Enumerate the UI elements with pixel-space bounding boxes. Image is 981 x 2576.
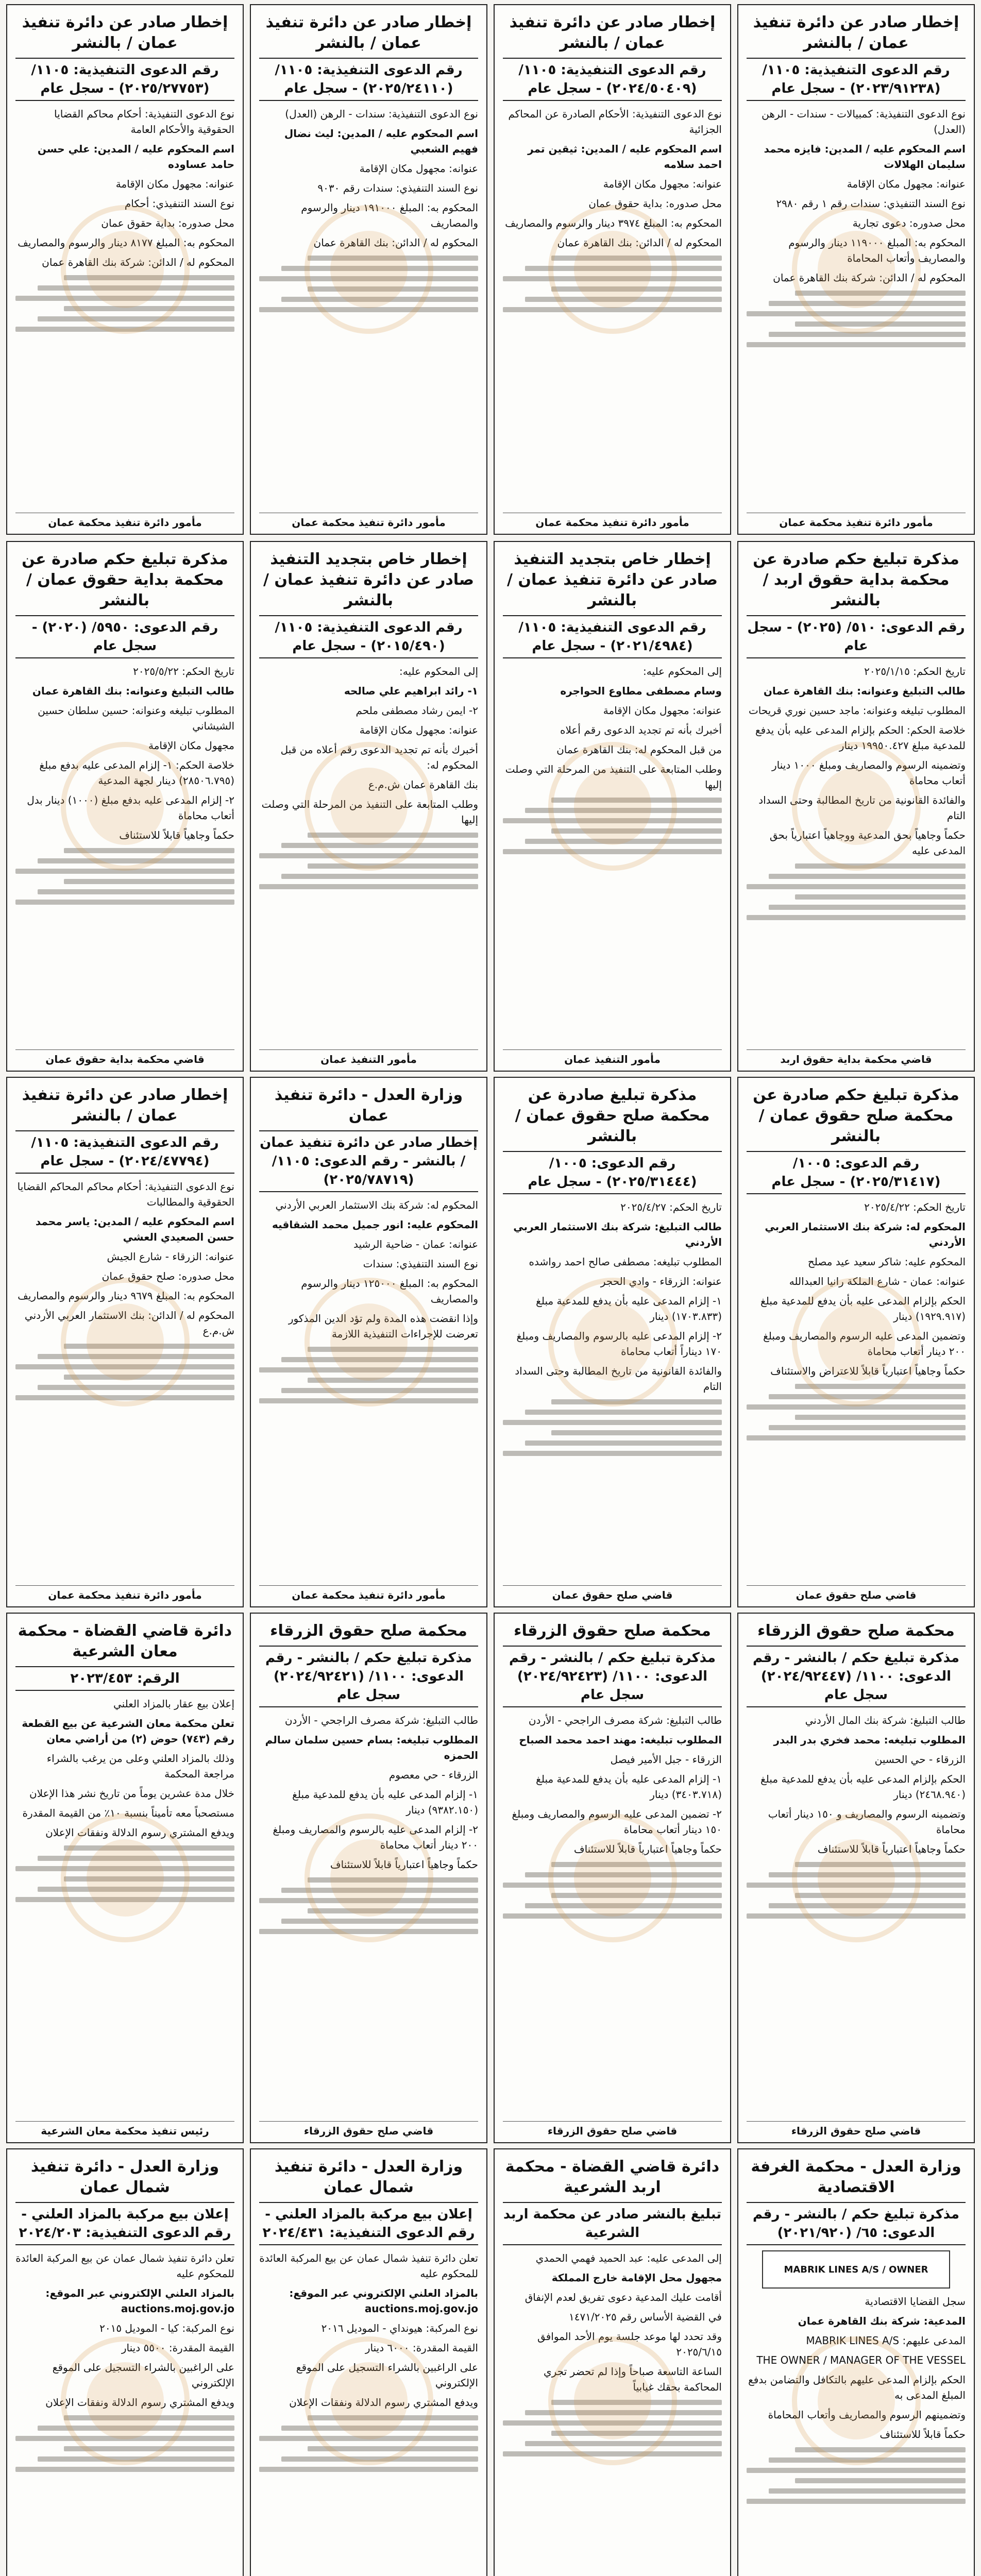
notice-text-line: عنوانه: مجهول مكان الإقامة — [115, 178, 234, 190]
body-text-placeholder — [503, 1399, 722, 1456]
legal-notice-card — [737, 1077, 975, 1607]
notice-text-line: حكماً قابلاً للاستئناف — [879, 2428, 966, 2441]
notice-heading: وزارة العدل - دائرة تنفيذ شمال عمان — [274, 2158, 463, 2196]
notice-text-line: على الراغبين بالشراء التسجيل على الموقع الإلكتروني — [296, 2361, 478, 2389]
notice-text-line: المدعى عليهم: MABRIK LINES A/S — [806, 2334, 966, 2347]
notice-text-line: عنوانه: مجهول مكان الإقامة — [359, 724, 478, 736]
notice-text-line: المطلوب تبليغه وعنوانه: حسين سلطان حسين الشيشاني — [38, 704, 234, 732]
notice-signature: قاضي صلح حقوق عمان — [747, 1585, 966, 1601]
notice-text-line: ويدفع المشتري رسوم الدلالة ونفقات الإعلان — [289, 2396, 478, 2409]
case-number: إخطار صادر عن دائرة تنفيذ عمان / بالنشر - رقم الدعوى: ١١٠٥/ (٢٠٢٥/٧٨٧١٩) — [259, 1130, 478, 1192]
notice-text-line: المحكوم به: المبلغ ١٩١٠٠٠ دينار والرسوم والمصاريف — [301, 201, 478, 229]
notice-text-line: أقامت عليك المدعية دعوى تفريق لعدم الإنفاق — [525, 2291, 722, 2303]
notice-text-line: بالمزاد العلني الإلكتروني عبر الموقع: auctions.moj.gov.jo — [289, 2287, 478, 2315]
legal-notice-card — [737, 541, 975, 1072]
case-number: رقم الدعوى: ١٠٠٥/ (٢٠٢٥/٣١٤٤٤) - سجل عام — [503, 1151, 722, 1194]
notice-text-line: نوع السند التنفيذي: سندات — [363, 1258, 478, 1270]
notice-heading: محكمة صلح حقوق الزرقاء — [514, 1622, 711, 1640]
legal-notice-card — [250, 1077, 487, 1607]
notice-signature: مأمور دائرة تنفيذ محكمة عمان — [747, 513, 966, 529]
notice-text-line: تعلن محكمة معان الشرعية عن بيع القطعة رقم (٧٤٣) حوض (٢) من أراضي معان — [22, 1717, 234, 1745]
body-text-placeholder — [747, 2447, 966, 2504]
notice-text-line: خلاصة الحكم: ١- إلزام المدعى عليه بدفع مبلغ (٢٨٥٠٦.٧٩٥) دينار لجهة المدعية — [39, 759, 234, 787]
notice-row — [6, 1077, 975, 1607]
notice-text-line: بالمزاد العلني الإلكتروني عبر الموقع: auctions.moj.gov.jo — [45, 2287, 234, 2315]
notice-text-line: الحكم بإلزام المدعى عليهم بالتكافل والتضامن بدفع المبلغ المدعى به — [748, 2374, 966, 2401]
notice-text-line: حكماً وجاهياً اعتبارياً قابلاً للاستئناف — [817, 1843, 966, 1855]
body-text-placeholder — [259, 256, 478, 312]
notice-row — [6, 4, 975, 535]
notice-text-line: المحكوم به: المبلغ ٣٩٧٤ دينار والرسوم والمصاريف — [505, 217, 722, 229]
notice-text-line: نوع الدعوى التنفيذية: أحكام محاكم القضايا الحقوقية والأحكام العامة — [54, 108, 234, 135]
notice-row — [6, 1613, 975, 2143]
notice-text-line: من قبل المحكوم له: بنك القاهرة عمان — [556, 743, 722, 756]
notice-text-line: ١- إلزام المدعى عليه بأن يدفع للمدعية مبلغ (٣٤٠٣.٧١٨) دينار — [536, 1773, 722, 1801]
notice-signature: مأمور دائرة تنفيذ محكمة عمان — [15, 1585, 234, 1601]
case-number: رقم الدعوى: ٥٩٥٠/ (٢٠٢٠) - سجل عام — [15, 615, 234, 658]
notice-text-line: اسم المحكوم عليه / المدين: علي حسن حامد عساوده — [37, 143, 234, 171]
notice-text-line: عنوانه: مجهول مكان الإقامة — [359, 162, 478, 175]
notice-text-line: تعلن دائرة تنفيذ شمال عمان عن بيع المركبة العائدة للمحكوم عليه — [15, 2252, 234, 2280]
notice-text-line: المحكوم به: المبلغ ٩٦٧٩ دينار والرسوم والمصاريف — [18, 1290, 234, 1302]
case-number: رقم الدعوى التنفيذية: ١١٠٥/ (٢٠٢٥/٢٤١١٠) - سجل عام — [259, 58, 478, 101]
body-text-placeholder — [259, 1347, 478, 1403]
notice-row — [6, 541, 975, 1072]
legal-notice-card — [494, 1613, 731, 2143]
notice-text-line: وإذا انقضت هذه المدة ولم تؤد الدين المذكور تعرضت للإجراءات التنفيذية اللازمة — [288, 1312, 478, 1340]
notice-text-line: وقد تحدد لها موعد جلسة يوم الأحد الموافق ٢٠٢٥/٦/١٥ — [537, 2330, 722, 2358]
notice-heading: دائرة قاضي القضاة - محكمة معان الشرعية — [18, 1622, 232, 1660]
notice-text-line: المحكوم له / الدائن: شركة بنك القاهرة عمان — [773, 272, 966, 284]
notice-heading: إخطار صادر عن دائرة تنفيذ عمان / بالنشر — [509, 13, 716, 52]
notice-text-line: المحكوم له / الدائن: بنك القاهرة عمان — [313, 236, 478, 249]
case-number: رقم الدعوى: ١٠٠٥/ (٢٠٢٥/٣١٤١٧) - سجل عام — [747, 1151, 966, 1194]
body-text-placeholder — [747, 863, 966, 920]
company-logo: MABRIK LINES A/S / OWNER — [762, 2250, 950, 2289]
notice-text-line: أخبرك بأنه تم تجديد الدعوى رقم أعلاه من قبل المحكوم له: — [280, 743, 478, 771]
notice-text-line: نوع السند التنفيذي: سندات رقم ١ رقم ٢٩٨٠ — [776, 197, 966, 210]
notice-heading: وزارة العدل - محكمة الغرفة الاقتصادية — [751, 2158, 961, 2196]
notice-heading: إخطار صادر عن دائرة تنفيذ عمان / بالنشر — [22, 13, 228, 52]
body-text-placeholder — [259, 833, 478, 889]
case-number: رقم الدعوى التنفيذية: ١١٠٥/ (٢٠١٥/٤٩٠) - سجل عام — [259, 615, 478, 658]
notice-text-line: تعلن دائرة تنفيذ شمال عمان عن بيع المركبة العائدة للمحكوم عليه — [259, 2252, 478, 2280]
legal-notice-card — [250, 541, 487, 1072]
notice-heading: محكمة صلح حقوق الزرقاء — [270, 1622, 467, 1640]
notice-text-line: أخبرك بأنه تم تجديد الدعوى رقم أعلاه — [560, 724, 722, 736]
case-number: إعلان بيع مركبة بالمزاد العلني - رقم الدعوى التنفيذية: ٢٠٢٤/٤٣١ — [259, 2202, 478, 2245]
notice-text-line: إلى المحكوم عليه: — [643, 665, 722, 677]
notice-text-line: وسام مصطفى مطاوع الحواجره — [560, 685, 722, 697]
notice-text-line: المحكوم له: شركة بنك الاستثمار العربي الأردني — [765, 1221, 966, 1248]
notice-text-line: طالب التبليغ: شركة مصرف الراجحي - الأردن — [284, 1714, 478, 1726]
notice-text-line: عنوانه: عمان - شارع الملكة رانيا العبدالله — [789, 1275, 966, 1287]
notice-text-line: ٢- إلزام المدعى عليه بالرسوم والمصاريف ومبلغ ٢٠٠ دينار أتعاب محاماة — [273, 1823, 478, 1851]
notice-signature: مأمور التنفيذ عمان — [259, 1049, 478, 1065]
notice-text-line: اسم المحكوم عليه / المدين: ثيقين تمر احمد سلامه — [528, 143, 722, 171]
legal-notice-card — [494, 541, 731, 1072]
notice-text-line: تاريخ الحكم: ٢٠٢٥/١/١٥ — [864, 665, 966, 677]
notice-text-line: المحكوم له: شركة بنك الاستثمار العربي الأردني — [275, 1199, 478, 1211]
notice-text-line: حكماً وجاهياً اعتبارياً قابلاً للاستئناف — [330, 1858, 478, 1871]
case-number: رقم الدعوى التنفيذية: ١١٠٥/ (٢٠٢٤/٤٧٧٩٤) - سجل عام — [15, 1130, 234, 1174]
case-number: تبليغ بالنشر صادر عن محكمة اربد الشرعية — [503, 2202, 722, 2245]
notice-text-line: المطلوب تبليغه وعنوانه: ماجد حسين نوري قريحات — [748, 704, 966, 717]
notice-heading: إخطار خاص بتجديد التنفيذ صادر عن دائرة تنفيذ عمان / بالنشر — [263, 550, 475, 609]
notice-text-line: وتضمينهم الرسوم والمصاريف وأتعاب المحاماة — [768, 2409, 966, 2421]
notice-text-line: ٢- ايمن رشاد مصطفى ملحم — [356, 704, 478, 717]
notice-text-line: اسم المحكوم عليه / المدين: فايزه محمد سليمان الهلالات — [764, 143, 966, 171]
case-number: رقم الدعوى: ٥١٠/ (٢٠٢٥) - سجل عام — [747, 615, 966, 658]
notice-heading: إخطار خاص بتجديد التنفيذ صادر عن دائرة تنفيذ عمان / بالنشر — [506, 550, 718, 609]
notice-heading: إخطار صادر عن دائرة تنفيذ عمان / بالنشر — [22, 1086, 228, 1125]
notice-text-line: محل صدوره: صلح حقوق عمان — [102, 1270, 234, 1282]
notice-text-line: ١- إلزام المدعى عليه بأن يدفع للمدعية مبلغ (٩٣٨٢.١٥٠) دينار — [292, 1788, 478, 1816]
notice-row — [6, 2148, 975, 2576]
case-number: رقم الدعوى التنفيذية: ١١٠٥/ (٢٠٢٣/٩١٢٣٨) - سجل عام — [747, 58, 966, 101]
notice-signature: مأمور دائرة تنفيذ محكمة عمان — [15, 513, 234, 529]
notice-text-line: ويدفع المشتري رسوم الدلالة ونفقات الإعلان — [45, 1826, 234, 1839]
notice-signature: قاضي صلح حقوق الزرقاء — [259, 2121, 478, 2137]
body-text-placeholder — [15, 2415, 234, 2472]
legal-notice-card — [6, 4, 244, 535]
notice-heading: مذكرة تبليغ حكم صادرة عن محكمة بداية حقوق عمان / بالنشر — [22, 550, 228, 609]
notice-text-line: والفائدة القانونية من تاريخ المطالبة وحتى السداد التام — [515, 1365, 722, 1393]
notice-signature: قاضي صلح حقوق الزرقاء — [503, 2121, 722, 2137]
notice-signature: مأمور دائرة تنفيذ محكمة عمان — [259, 513, 478, 529]
legal-notice-card — [494, 4, 731, 535]
notice-text-line: خلاصة الحكم: الحكم بإلزام المدعى عليه بأن يدفع للمدعية مبلغ ١٩٩٥٠.٤٢٧ دينار — [755, 724, 966, 752]
notice-text-line: مجهول مكان الإقامة — [148, 739, 234, 752]
notice-text-line: نوع السند التنفيذي: أحكام — [124, 197, 234, 210]
notice-text-line: الزرقاء - حي معصوم — [388, 1769, 478, 1781]
notice-text-line: إلى المدعى عليه: عبد الحميد فهمي الحمدي — [535, 2252, 722, 2264]
notice-text-line: المطلوب تبليغه: مهند احمد محمد الصباح — [519, 1734, 722, 1746]
notice-heading: محكمة صلح حقوق الزرقاء — [757, 1622, 955, 1640]
legal-notice-card — [250, 1613, 487, 2143]
notice-signature: قاضي محكمة بداية حقوق عمان — [15, 1049, 234, 1065]
legal-notice-card — [6, 1613, 244, 2143]
notice-text-line: ١- إلزام المدعى عليه بأن يدفع للمدعية مبلغ (١٧٠٣.٨٣٣) دينار — [536, 1295, 722, 1323]
legal-notice-card — [737, 1613, 975, 2143]
case-number: رقم الدعوى التنفيذية: ١١٠٥/ (٢٠٢٤/٥٠٤٠٩) - سجل عام — [503, 58, 722, 101]
notice-text-line: طالب التبليغ وعنوانه: بنك القاهرة عمان — [763, 685, 966, 697]
notice-text-line: تاريخ الحكم: ٢٠٢٥/٤/٢٢ — [864, 1201, 966, 1213]
notice-text-line: طالب التبليغ: شركة بنك الاستثمار العربي الأردني — [513, 1221, 722, 1248]
notice-text-line: المحكوم له / الدائن: بنك الاستثمار العربي الأردني ش.م.ع — [24, 1309, 234, 1337]
notice-text-line: THE OWNER / MANAGER OF THE VESSEL — [756, 2354, 966, 2366]
notice-text-line: خلال مدة عشرين يوماً من تاريخ نشر هذا الإعلان — [29, 1787, 234, 1800]
notice-text-line: والفائدة القانونية من تاريخ المطالبة وحتى السداد التام — [758, 794, 966, 822]
notice-signature: رئيس تنفيذ محكمة معان الشرعية — [15, 2121, 234, 2137]
notice-text-line: ٢- إلزام المدعى عليه بالرسوم والمصاريف ومبلغ ١٧٠ ديناراً أتعاب محاماة — [516, 1330, 722, 1358]
notice-text-line: في القضية الأساس رقم ١٤٧١/٢٠٢٥ — [569, 2311, 722, 2323]
notice-text-line: وتضمينه الرسوم والمصاريف و ١٥٠ دينار أتعاب محاماة — [768, 1808, 966, 1836]
notice-text-line: ويدفع المشتري رسوم الدلالة ونفقات الإعلان — [45, 2396, 234, 2409]
case-number: الرقم: ٢٠٢٣/٤٥٣ — [15, 1666, 234, 1691]
notice-text-line: سجل القضايا الاقتصادية — [865, 2295, 966, 2308]
notice-signature: قاضي صلح حقوق عمان — [503, 1585, 722, 1601]
notice-text-line: المطلوب تبليغه: محمد فخري بدر البدر — [773, 1734, 966, 1746]
notice-text-line: حكماً وجاهياً اعتبارياً قابلاً للاستئناف — [573, 1843, 722, 1855]
notice-text-line: نوع الدعوى التنفيذية: الأحكام الصادرة عن المحاكم الجزائية — [508, 108, 722, 135]
case-number: رقم الدعوى التنفيذية: ١١٠٥/ (٢٠٢٥/٢٧٧٥٣) - سجل عام — [15, 58, 234, 101]
notice-text-line: نوع الدعوى التنفيذية: سندات - الرهن (العدل) — [285, 108, 478, 120]
notice-text-line: بنك القاهرة عمان ش.م.ع — [368, 778, 478, 791]
notice-signature: مأمور دائرة تنفيذ محكمة عمان — [259, 1585, 478, 1601]
notice-text-line: المدعية: شركة بنك القاهرة عمان — [798, 2315, 966, 2327]
notice-text-line: القيمة المقدرة: ٦٠٠٠ دينار — [365, 2342, 478, 2354]
notice-heading: مذكرة تبليغ حكم صادرة عن محكمة بداية حقوق اربد / بالنشر — [753, 550, 959, 609]
legal-notice-card — [737, 2148, 975, 2576]
notice-signature: مأمور التنفيذ عمان — [503, 1049, 722, 1065]
legal-notice-card — [494, 2148, 731, 2576]
notice-text-line: طالب التبليغ: شركة بنك المال الأردني — [805, 1714, 966, 1726]
notice-text-line: الزرقاء - حي الحسين — [874, 1753, 966, 1766]
notice-text-line: حكماً وجاهياً قابلاً للاستئناف — [119, 829, 234, 841]
case-number: إعلان بيع مركبة بالمزاد العلني - رقم الدعوى التنفيذية: ٢٠٢٤/٢٠٣ — [15, 2202, 234, 2245]
notice-heading: إخطار صادر عن دائرة تنفيذ عمان / بالنشر — [265, 13, 472, 52]
notice-text-line: المحكوم عليه: انور جميل محمد الشقاقيه — [272, 1218, 478, 1231]
notice-text-line: نوع الدعوى التنفيذية: أحكام محاكم المحاكم القضايا الحقوقية والمطالبات — [17, 1180, 234, 1208]
notice-text-line: عنوانه: عمان - ضاحية الرشيد — [353, 1238, 478, 1250]
notice-text-line: عنوانه: مجهول مكان الإقامة — [847, 178, 966, 190]
notice-text-line: ١- رائد ابراهيم علي صالحه — [344, 685, 478, 697]
notice-text-line: تاريخ الحكم: ٢٠٢٥/٥/٢٢ — [133, 665, 234, 677]
body-text-placeholder — [259, 1877, 478, 1934]
notice-text-line: مجهول محل الإقامة خارج المملكة — [551, 2272, 722, 2284]
case-number: رقم الدعوى التنفيذية: ١١٠٥/ (٢٠٢١/٤٩٨٤) - سجل عام — [503, 615, 722, 658]
notice-text-line: نوع المركبة: كيا - الموديل ٢٠١٥ — [99, 2322, 234, 2334]
notice-text-line: تاريخ الحكم: ٢٠٢٥/٤/٢٧ — [620, 1201, 722, 1213]
case-number: مذكرة تبليغ حكم / بالنشر - رقم الدعوى: ٦٥/ (٢٠٢١/٩٢٠) — [747, 2202, 966, 2245]
notice-text-line: طالب التبليغ: شركة مصرف الراجحي - الأردن — [528, 1714, 722, 1726]
legal-notice-card — [6, 1077, 244, 1607]
notice-text-line: نوع المركبة: هيونداي - الموديل ٢٠١٦ — [321, 2322, 478, 2334]
notice-text-line: ٢- تضمين المدعى عليه الرسوم والمصاريف ومبلغ ١٥٠ دينار أتعاب محاماة — [512, 1808, 722, 1836]
case-number: مذكرة تبليغ حكم / بالنشر - رقم الدعوى: ١١٠٠/ (٢٠٢٤/٩٢٤٢١) سجل عام — [259, 1646, 478, 1707]
body-text-placeholder — [747, 291, 966, 347]
body-text-placeholder — [15, 1845, 234, 1902]
notice-text-line: عنوانه: الزرقاء - شارع الجيش — [107, 1250, 234, 1263]
notice-text-line: القيمة المقدرة: ٥٥٠٠ دينار — [121, 2342, 234, 2354]
case-number: مذكرة تبليغ حكم / بالنشر - رقم الدعوى: ١١٠٠/ (٢٠٢٤/٩٢٤٢٣) سجل عام — [503, 1646, 722, 1707]
notice-heading: دائرة قاضي القضاة - محكمة اربد الشرعية — [505, 2158, 720, 2196]
notice-text-line: وذلك بالمزاد العلني وعلى من يرغب بالشراء مراجعة المحكمة — [46, 1752, 234, 1780]
notice-heading: مذكرة تبليغ حكم صادرة عن محكمة صلح حقوق عمان / بالنشر — [753, 1086, 959, 1145]
notice-text-line: محل صدوره: بداية حقوق عمان — [588, 197, 722, 210]
legal-notice-card — [737, 4, 975, 535]
notice-text-line: المحكوم له / الدائن: بنك القاهرة عمان — [557, 236, 722, 249]
body-text-placeholder — [503, 256, 722, 312]
legal-notice-card — [6, 2148, 244, 2576]
body-text-placeholder — [259, 2415, 478, 2472]
legal-notice-card — [250, 4, 487, 535]
notice-text-line: مستصحباً معه تأميناً بنسبة ١٠٪ من القيمة المقدرة — [22, 1807, 234, 1819]
notice-text-line: الزرقاء - جبل الأمير فيصل — [610, 1753, 722, 1766]
body-text-placeholder — [503, 1862, 722, 1919]
notice-text-line: المحكوم به: المبلغ ١٢٥٠٠٠ دينار والرسوم والمصاريف — [301, 1277, 478, 1305]
legal-notice-card — [250, 2148, 487, 2576]
notice-text-line: عنوانه: الزرقاء - وادي الحجر — [600, 1275, 722, 1287]
body-text-placeholder — [503, 798, 722, 854]
notice-text-line: إلى المحكوم عليه: — [399, 665, 478, 677]
notice-text-line: وتضمينه الرسوم والمصاريف ومبلغ ١٠٠٠ دينار أتعاب محاماة — [771, 759, 966, 787]
notice-text-line: اسم المحكوم عليه / المدين: ياسر محمد حسن الصعيدي العشي — [35, 1215, 234, 1243]
notice-text-line: طالب التبليغ وعنوانه: بنك القاهرة عمان — [32, 685, 234, 697]
notice-text-line: عنوانه: مجهول مكان الإقامة — [603, 178, 722, 190]
notice-text-line: عنوانه: مجهول مكان الإقامة — [603, 704, 722, 717]
notice-text-line: وطلب المتابعة على التنفيذ من المرحلة التي وصلت إليها — [505, 763, 722, 791]
notice-heading: وزارة العدل - دائرة تنفيذ عمان — [274, 1086, 463, 1125]
notice-text-line: المحكوم به: المبلغ ١١٩٠٠٠ دينار والرسوم والمصاريف وأتعاب المحاماة — [788, 236, 966, 264]
notice-text-line: المحكوم له / الدائن: شركة بنك القاهرة عمان — [42, 256, 234, 268]
notice-text-line: المطلوب تبليغه: مصطفى صالح احمد رواشده — [529, 1256, 722, 1268]
notice-text-line: نوع السند التنفيذي: سندات رقم ٩٠٣٠ — [317, 182, 478, 194]
notice-text-line: المحكوم عليه: شاكر سعيد عيد مصلح — [807, 1256, 966, 1268]
body-text-placeholder — [503, 2400, 722, 2456]
notice-text-line: وطلب المتابعة على التنفيذ من المرحلة التي وصلت إليها — [261, 798, 478, 826]
notice-text-line: ٢- إلزام المدعى عليه بدفع مبلغ (١٠٠٠) دينار بدل أتعاب محاماة — [27, 794, 234, 822]
notice-text-line: الحكم بإلزام المدعى عليه بأن يدفع للمدعية مبلغ (٢٤٦٨.٩٤٠) دينار — [760, 1773, 966, 1801]
notice-signature: مأمور دائرة تنفيذ محكمة عمان — [503, 513, 722, 529]
notice-text-line: اسم المحكوم عليه / المدين: ليث نضال فهيم الشعبي — [284, 127, 478, 155]
notice-text-line: إعلان بيع عقار بالمزاد العلني — [113, 1698, 234, 1710]
notice-heading: إخطار صادر عن دائرة تنفيذ عمان / بالنشر — [753, 13, 959, 52]
notice-text-line: المطلوب تبليغه: بسام حسين سلمان سالم الحمزه — [265, 1734, 478, 1761]
notice-text-line: محل صدوره: دعوى تجارية — [852, 217, 966, 229]
notice-text-line: محل صدوره: بداية حقوق عمان — [101, 217, 234, 229]
notice-heading: مذكرة تبليغ صادرة عن محكمة صلح حقوق عمان / بالنشر — [515, 1086, 710, 1145]
case-number: مذكرة تبليغ حكم / بالنشر - رقم الدعوى: ١١٠٠/ (٢٠٢٤/٩٢٤٤٧) سجل عام — [747, 1646, 966, 1707]
notice-text-line: على الراغبين بالشراء التسجيل على الموقع الإلكتروني — [52, 2361, 234, 2389]
notice-text-line: وتضمين المدعى عليه الرسوم والمصاريف ومبلغ ٢٠٠ دينار أتعاب محاماة — [763, 1330, 966, 1358]
notice-text-line: الحكم بإلزام المدعى عليه بأن يدفع للمدعية مبلغ (١٩٢٩.٩١٧) دينار — [760, 1295, 966, 1323]
body-text-placeholder — [747, 1384, 966, 1440]
notice-text-line: الساعة التاسعة صباحاً وإذا لم تحضر تجري المحاكمة بحقك غيابياً — [544, 2365, 722, 2393]
notice-text-line: حكماً وجاهياً اعتبارياً قابلاً للاعتراض والاستئناف — [770, 1365, 966, 1377]
notice-signature: قاضي صلح حقوق الزرقاء — [747, 2121, 966, 2137]
body-text-placeholder — [15, 275, 234, 332]
notice-heading: وزارة العدل - دائرة تنفيذ شمال عمان — [30, 2158, 219, 2196]
notice-signature: قاضي محكمة بداية حقوق اربد — [747, 1049, 966, 1065]
body-text-placeholder — [15, 1344, 234, 1400]
legal-notice-card — [494, 1077, 731, 1607]
body-text-placeholder — [15, 848, 234, 905]
notice-text-line: حكماً وجاهياً بحق المدعية ووجاهياً اعتبارياً بحق المدعى عليه — [769, 829, 966, 857]
legal-notice-card — [6, 541, 244, 1072]
body-text-placeholder — [747, 1862, 966, 1919]
notice-text-line: المحكوم به: المبلغ ٨١٧٧ دينار والرسوم والمصاريف — [18, 236, 234, 249]
notice-text-line: نوع الدعوى التنفيذية: كمبيالات - سندات - الرهن (العدل) — [762, 108, 966, 135]
